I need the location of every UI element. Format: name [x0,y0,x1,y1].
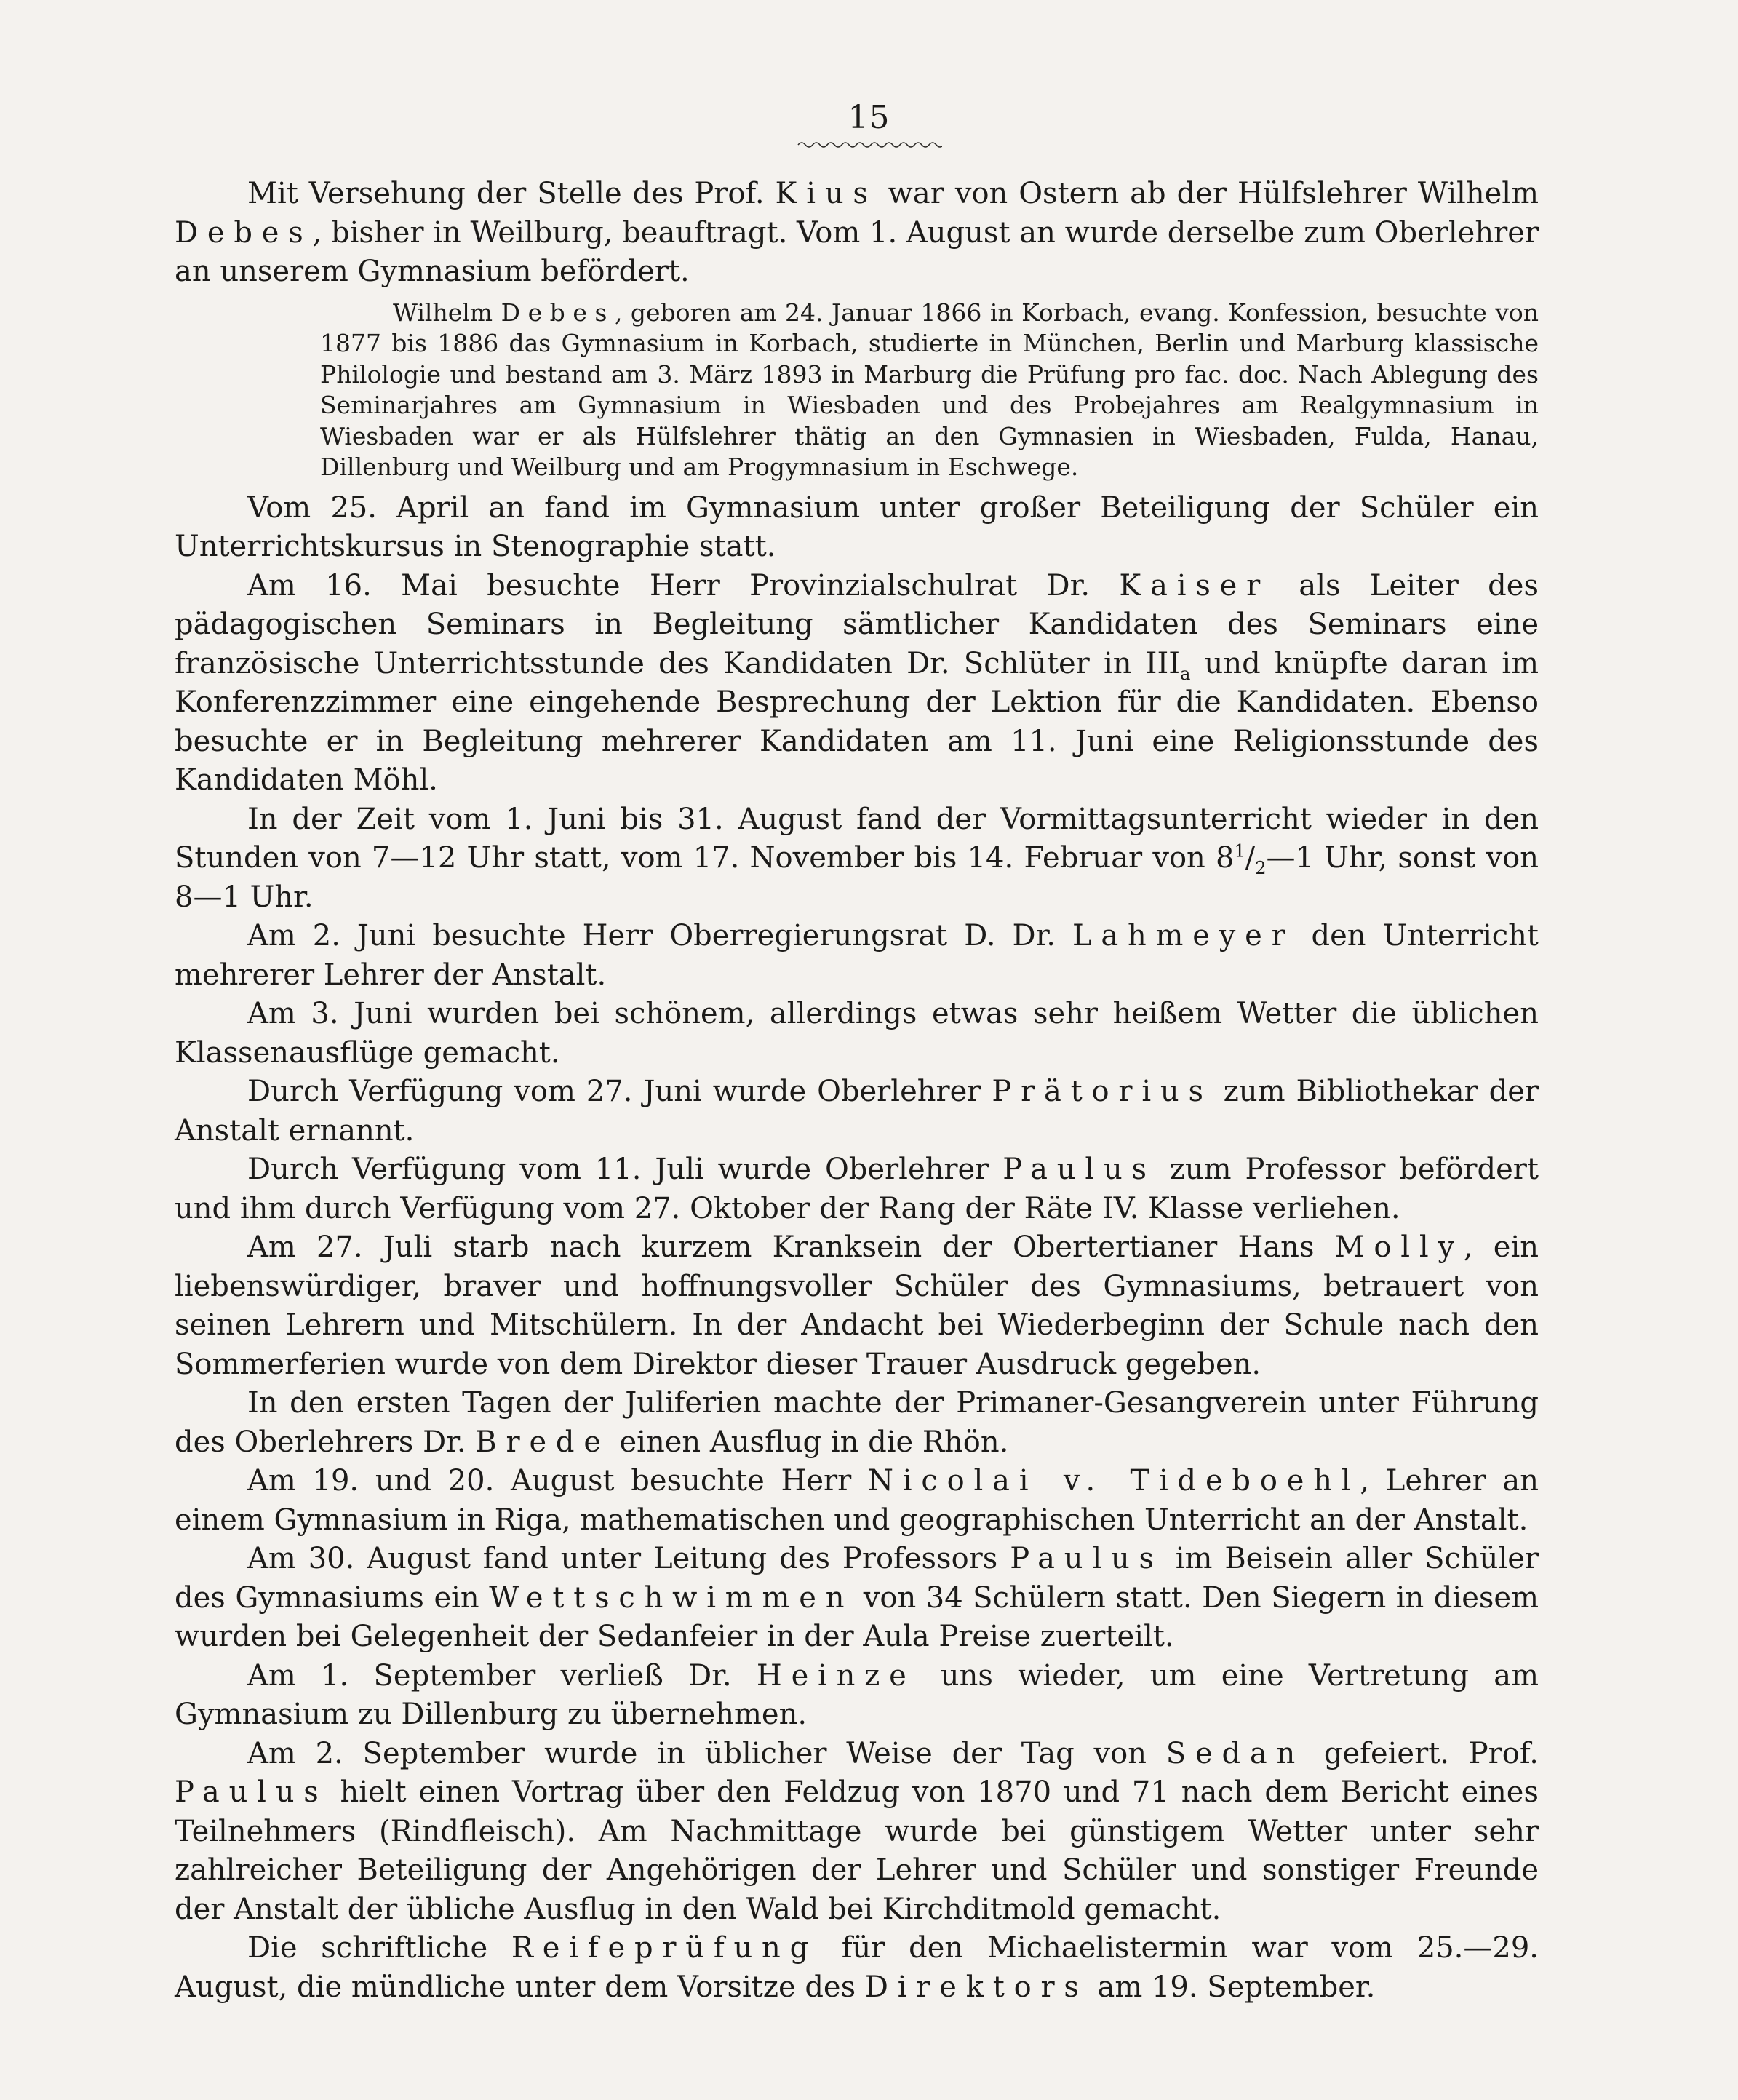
spaced-name: Direktors [864,1970,1088,2004]
biographical-note [320,298,1539,483]
text-run: Durch Verfügung vom 27. Juni wurde Oberlehrer [247,1075,992,1108]
spaced-name: Reifeprüfung [511,1931,818,1965]
paragraph [175,175,1539,292]
text-run: und knüpfte daran im Konferenzzimmer eine eingehende Besprechung der Lektion für die Kandidaten. Ebenso besuchte er in Begleitung mehrerer Kandidaten am 11. Juni eine Religionsstunde des Kandidaten Möhl. [175,646,1539,797]
text-run: einen Ausflug in die Rhön. [610,1425,1009,1459]
subscript: a [1180,663,1191,684]
text-run: In den ersten Tagen der Juliferien machte der Primaner-Gesangverein unter Führung des Oberlehrers Dr. [175,1386,1539,1459]
text-run: Am 1. September verließ Dr. [247,1658,757,1693]
text-run: Die schriftliche [247,1931,511,1965]
spaced-name: Paulus [1010,1542,1163,1575]
text-run: , bisher in Weilburg, beauftragt. Vom 1. August an wurde derselbe zum Oberlehrer an unserem Gymnasium befördert. [175,215,1539,288]
text-run: gefeiert. Prof. [1304,1736,1539,1770]
text-run: als Leiter des pädagogischen Seminars in Begleitung sämtlicher Kandidaten des Seminars eine französische Unterrichtsstunde des Kandidaten Dr. Schlüter in III [175,568,1539,680]
paragraph [175,917,1539,995]
text-run: Am 19. und 20. August besuchte Herr [247,1464,868,1498]
text-run: zum Bibliothekar der Anstalt ernannt. [175,1075,1539,1148]
page-header [0,99,1738,150]
note-paragraph [320,298,1539,483]
text-run: —1 Uhr, sonst von 8—1 Uhr. [175,841,1539,914]
text-run: zum Professor befördert und ihm durch Verfügung vom 27. Oktober der Rang der Räte IV. Klasse verliehen. [175,1153,1539,1225]
spaced-name: Kaiser [1119,568,1270,602]
spaced-name: Debes [501,298,615,327]
text-run: für den Michaelistermin war vom 25.—29. August, die mündliche unter dem Vorsitze des [175,1931,1539,2004]
text-run: am 19. September. [1088,1970,1376,2004]
paragraph [175,800,1539,918]
text-run: Am 16. Mai besuchte Herr Provinzialschulrat Dr. [247,568,1120,602]
spaced-name: Prätorius [992,1075,1213,1108]
paragraph [175,995,1539,1073]
paragraph [175,1929,1539,2007]
text-run: , geboren am 24. Januar 1866 in Korbach, evang. Konfession, besuchte von 1877 bis 1886 das Gymnasium in Korbach, studierte in München, Berlin und Marburg klassische Philologie und bestand am 3. März 1893 in Marburg die Prüfung pro fac. doc. Nach Ablegung des Seminarjahres am Gymnasium in Wiesbaden und des Probejahres am Realgymnasium in Wiesbaden war er als Hülfslehrer thätig an den Gymnasien in Wiesbaden, Fulda, Hanau, Dillenburg und Weilburg und am Progymnasium in Eschwege. [320,298,1539,481]
spaced-name: Debes [175,215,313,250]
paragraph [175,1073,1539,1150]
text-run: Am 2. Juni besuchte Herr Oberregierungsrat D. Dr. [247,919,1072,952]
text-body [175,175,1539,2007]
spaced-name: Heinze [756,1658,916,1693]
text-run: / [1245,841,1256,875]
text-run: im Beisein aller Schüler des Gymnasiums ein [175,1542,1539,1615]
spaced-name: Kius [775,177,877,210]
text-run: In der Zeit vom 1. Juni bis 31. August fand der Vormittagsunterricht wieder in den Stunden von 7—12 Uhr statt, vom 17. November bis 14. Februar von 8 [175,802,1539,875]
spaced-name: Paulus [175,1775,328,1809]
text-run: von 34 Schülern statt. Den Siegern in diesem wurden bei Gelegenheit der Sedanfeier in der Aula Preise zuerteilt. [175,1580,1539,1653]
spaced-name: Brede [475,1425,610,1459]
subscript: 2 [1255,858,1267,878]
spaced-name: Wettschwimmen [489,1580,854,1615]
superscript: 1 [1234,840,1245,862]
text-run: , ein liebenswürdiger, braver und hoffnungsvoller Schüler des Gymnasiums, betrauert von seinen Lehrern und Mitschülern. In der Andacht bei Wiederbeginn der Schule nach den Sommerferien wurde von dem Direktor dieser Trauer Ausdruck gegeben. [175,1230,1539,1381]
paragraph [175,1540,1539,1657]
text-run: Wilhelm [393,298,501,327]
text-run: Vom 25. April an fand im Gymnasium unter großer Beteiligung der Schüler ein Unterrichtskursus in Stenographie statt. [175,490,1539,563]
paragraph [175,567,1539,800]
spaced-name: Molly [1334,1230,1464,1264]
text-run: , Lehrer an einem Gymnasium in Riga, mathematischen und geographischen Unterricht an der Anstalt. [175,1464,1539,1537]
paragraph [175,1150,1539,1228]
paragraph [175,1657,1539,1735]
text-run: war von Ostern ab der Hülfslehrer Wilhelm [877,177,1539,210]
text-run: Am 3. Juni wurden bei schönem, allerdings etwas sehr heißem Wetter die üblichen Klassenausflüge gemacht. [175,997,1539,1070]
paragraph [175,1735,1539,1930]
text-run: Am 30. August fand unter Leitung des Professors [247,1542,1010,1575]
paragraph [175,1384,1539,1462]
text-run: Am 27. Juli starb nach kurzem Kranksein der Obertertianer Hans [247,1230,1335,1264]
spaced-name: Lahmeyer [1072,919,1295,952]
text-run: den Unterricht mehrerer Lehrer der Anstalt. [175,919,1539,992]
spaced-name: Paulus [1002,1153,1156,1186]
text-run: uns wieder, um eine Vertretung am Gymnasium zu Dillenburg zu übernehmen. [175,1658,1539,1731]
spaced-name: Nicolai v. Tideboehl [868,1464,1360,1498]
paragraph [175,489,1539,567]
wavy-rule-ornament [797,140,942,150]
text-run: Mit Versehung der Stelle des Prof. [247,177,776,210]
spaced-name: Sedan [1165,1736,1305,1770]
paragraph [175,1228,1539,1384]
text-run: hielt einen Vortrag über den Feldzug von 1870 und 71 nach dem Bericht eines Teilnehmers (Rindfleisch). Am Nachmittage wurde bei günstigem Wetter unter sehr zahlreicher Beteiligung der Angehörigen der Lehrer und Schüler und sonstiger Freunde der Anstalt der übliche Ausflug in den Wald bei Kirchditmold gemacht. [175,1775,1539,1926]
text-run: Durch Verfügung vom 11. Juli wurde Oberlehrer [247,1153,1003,1186]
paragraph [175,1462,1539,1540]
page-number: 15 [848,99,890,136]
text-run: Am 2. September wurde in üblicher Weise der Tag von [247,1736,1166,1770]
